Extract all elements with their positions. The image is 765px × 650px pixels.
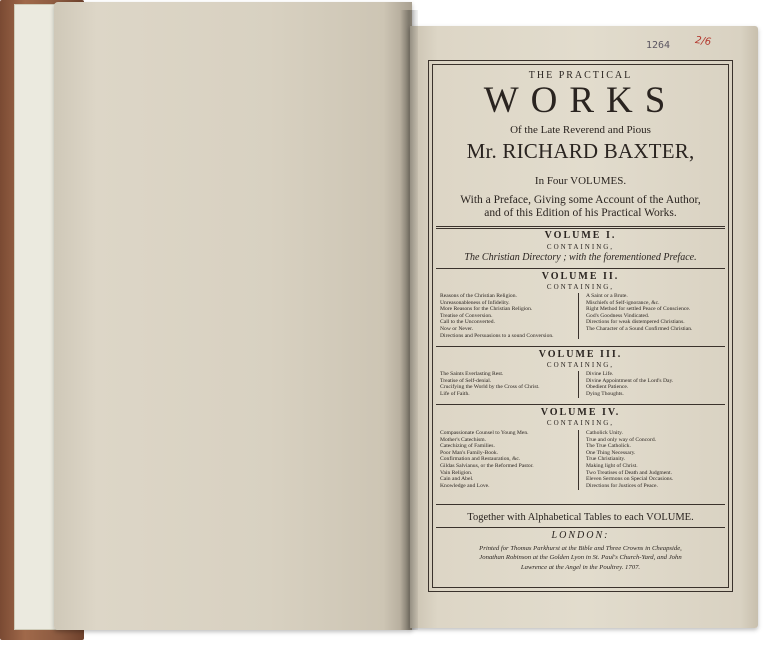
list-item: Unreasonableness of Infidelity. <box>440 299 510 306</box>
imprint <box>440 544 721 572</box>
list-item: Directions and Persuasions to a sound Conversion. <box>440 332 554 339</box>
rule <box>436 268 725 269</box>
volume-2-containing: CONTAINING, <box>546 283 615 291</box>
list-item: Treatise of Conversion. <box>440 312 493 319</box>
in-four-volumes-line: In Four VOLUMES. <box>534 175 627 187</box>
list-item: Obedient Patience. <box>586 384 629 391</box>
volume-4-heading: VOLUME IV. <box>540 407 621 418</box>
volume-3-containing: CONTAINING, <box>546 361 615 369</box>
list-item: Gildas Salvianus, or the Reformed Pastor. <box>440 462 534 469</box>
rule <box>436 346 725 347</box>
list-item: Treatise of Self-denial. <box>440 377 492 384</box>
gutter-shadow <box>400 10 418 630</box>
list-item: Mother's Catechism. <box>440 436 487 443</box>
works-title: WORKS <box>483 80 678 121</box>
volume-2-right-list <box>586 293 692 333</box>
list-item: God's Goodness Vindicated. <box>586 312 650 319</box>
imprint-line-3: Lawrence at the Angel in the Poultrey. 1707. <box>520 563 641 571</box>
rule <box>436 228 725 229</box>
author-name: Mr. RICHARD BAXTER, <box>466 139 695 163</box>
volume-3-right-list <box>586 371 673 397</box>
imprint-line-1: Printed for Thomas Parkhurst at the Bible and Three Crowns in Cheapside, <box>479 545 682 552</box>
the-practical-line: THE PRACTICAL <box>528 70 633 81</box>
list-item: Divine Appointment of the Lord's Day. <box>586 377 674 384</box>
of-the-late-line: Of the Late Reverend and Pious <box>510 124 651 136</box>
list-item: Compassionate Counsel to Young Men. <box>440 430 529 436</box>
column-divider <box>578 293 579 339</box>
list-item: A Saint or a Brute. <box>586 293 628 299</box>
left-blank-page <box>54 2 412 630</box>
price-annotation: 2/6 <box>694 34 712 49</box>
rule <box>436 404 725 405</box>
list-item: Divine Life. <box>586 371 614 377</box>
list-item: Call to the Unconverted. <box>440 319 495 326</box>
rule <box>436 504 725 505</box>
imprint-city: LONDON: <box>551 530 610 541</box>
list-item: True and only way of Concord. <box>586 436 657 443</box>
column-divider <box>578 430 579 490</box>
list-item: More Reasons for the Christian Religion. <box>440 306 533 313</box>
list-item: Mischiefs of Self-ignorance, &c. <box>586 299 660 306</box>
list-item: The True Catholick. <box>586 443 631 450</box>
volume-3-heading: VOLUME III. <box>538 349 623 360</box>
volume-1-content: The Christian Directory ; with the forementioned Preface. <box>464 252 697 263</box>
list-item: Confirmation and Restauration, &c. <box>440 456 521 463</box>
list-item: Right Method for settled Peace of Conscience. <box>586 306 691 313</box>
list-item: Now or Never. <box>440 325 474 332</box>
volume-4-right-list <box>586 430 673 489</box>
column-divider <box>578 371 579 398</box>
list-item: Cain and Abel. <box>440 476 474 483</box>
list-item: Life of Faith. <box>440 390 470 397</box>
volume-2-left-list <box>440 293 554 339</box>
rule <box>436 527 725 528</box>
volume-4-left-list <box>440 430 534 489</box>
rule <box>436 226 725 227</box>
preface-line-1: With a Preface, Giving some Account of the Author, <box>460 194 701 206</box>
list-item: Vain Religion. <box>440 469 473 476</box>
shelfmark-annotation: 1264 <box>646 40 671 51</box>
tables-line: Together with Alphabetical Tables to each VOLUME. <box>467 512 694 523</box>
list-item: Directions for weak distempered Christians. <box>586 319 685 326</box>
list-item: Eleven Sermons on Special Occasions. <box>586 476 674 483</box>
volume-4-containing: CONTAINING, <box>546 419 615 427</box>
list-item: Directions for Justices of Peace. <box>586 482 658 489</box>
volume-1-containing: CONTAINING, <box>546 243 615 251</box>
list-item: One Thing Necessary. <box>586 449 636 456</box>
preface-line-2: and of this Edition of his Practical Works. <box>484 207 677 219</box>
list-item: Crucifying the World by the Cross of Christ. <box>440 384 540 391</box>
list-item: Making light of Christ. <box>586 462 638 469</box>
list-item: Two Treatises of Death and Judgment. <box>586 469 672 476</box>
list-item: Dying Thoughts. <box>586 390 624 397</box>
volume-1-heading: VOLUME I. <box>544 230 617 241</box>
list-item: The Character of a Sound Confirmed Christian. <box>586 325 693 332</box>
imprint-line-2: Jonathan Robinson at the Golden Lyon in St. Paul's Church-Yard, and John <box>479 554 682 562</box>
list-item: The Saints Everlasting Rest. <box>440 371 504 377</box>
list-item: Catholick Unity. <box>586 430 623 436</box>
volume-2-heading: VOLUME II. <box>541 271 620 282</box>
list-item: Knowledge and Love. <box>440 482 490 489</box>
list-item: Poor Man's Family-Book. <box>440 449 499 456</box>
list-item: Catechizing of Families. <box>440 443 495 450</box>
volume-3-left-list <box>440 371 540 397</box>
list-item: Reasons of the Christian Religion. <box>440 293 517 299</box>
list-item: True Christianity. <box>586 456 626 463</box>
